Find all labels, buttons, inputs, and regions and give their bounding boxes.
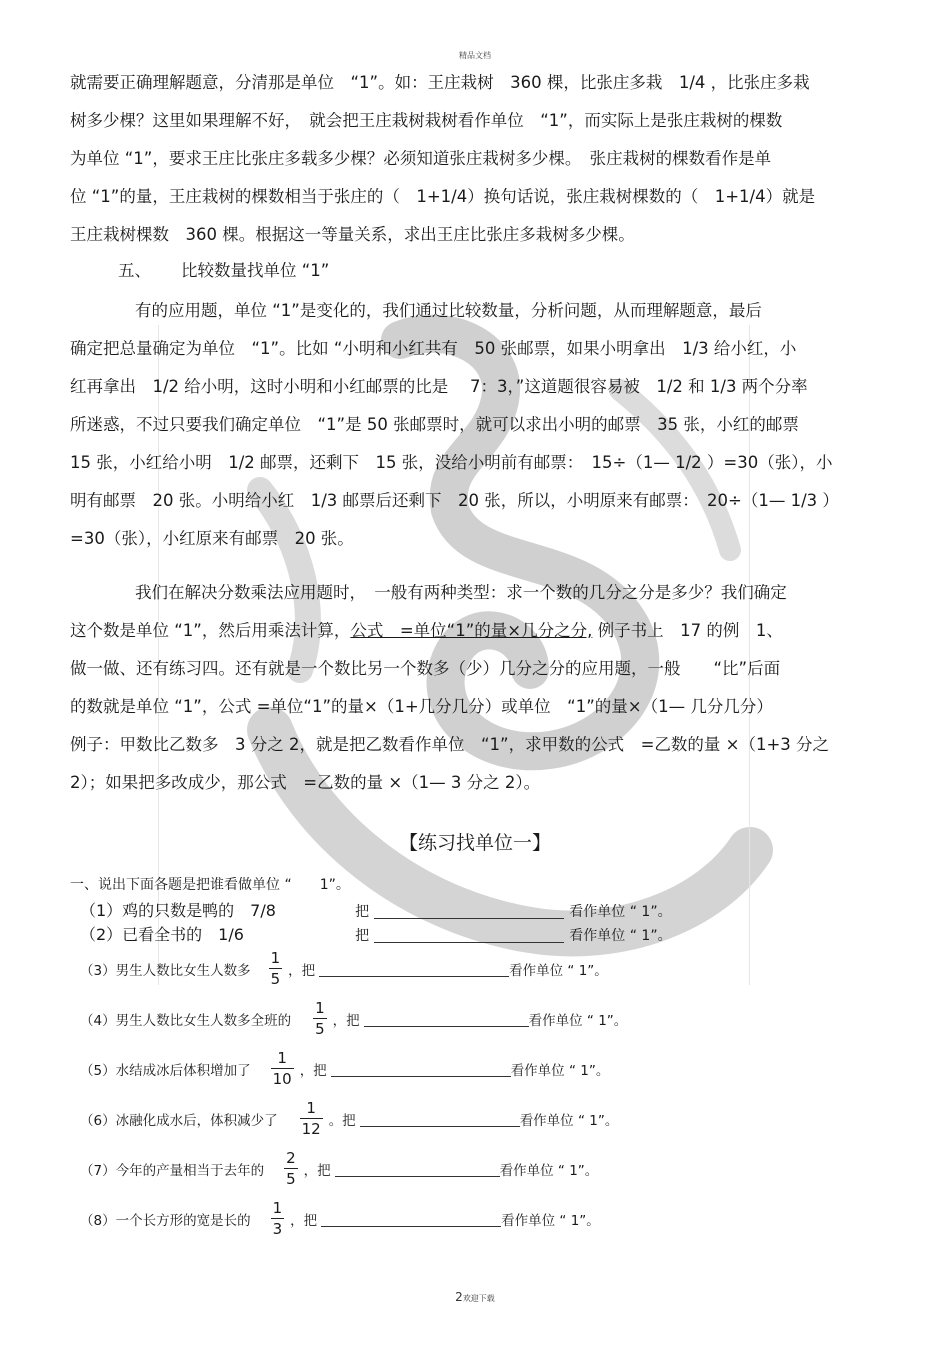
text-line: 15 张，小红给小明 1/2 邮票，还剩下 15 张，没给小明前有邮票： 15÷（1— 1/2 ）=30（张），小 [70, 453, 833, 472]
answer-blank[interactable] [331, 1060, 511, 1077]
section-five-heading [70, 252, 880, 290]
paragraph-fraction-multiplication [70, 574, 880, 802]
ba-label: 把 [355, 928, 370, 944]
answer-blank[interactable] [319, 960, 509, 977]
answer-blank[interactable] [374, 902, 564, 919]
answer-blank[interactable] [364, 1010, 529, 1027]
kanzuo-label: 看作单位 “ 1”。 [509, 962, 608, 979]
text-line: 王庄栽树棵数 360 棵。根据这一等量关系，求出王庄比张庄多栽树多少棵。 [70, 225, 635, 244]
text-line: 明有邮票 20 张。小明给小红 1/3 邮票后还剩下 20 张，所以，小明原来有邮票： 20÷（1— 1/3 ） [70, 491, 839, 510]
question-text: （7）今年的产量相当于去年的 [80, 1162, 265, 1179]
question-text: （5）水结成冰后体积增加了 [80, 1062, 251, 1079]
question-2 [80, 922, 672, 945]
page-number: 2 [455, 1290, 463, 1304]
text-line: =30（张），小红原来有邮票 20 张。 [70, 529, 354, 548]
ba-label: ，把 [290, 1212, 318, 1229]
question-8 [80, 1198, 600, 1239]
answer-blank[interactable] [321, 1210, 501, 1227]
question-1 [80, 898, 672, 921]
footer-note: 欢迎下载 [462, 1294, 495, 1303]
fraction-numerator: 1 [270, 949, 281, 967]
question-text: （1）鸡的只数是鸭的 7/8 [80, 901, 276, 920]
ba-label: ，把 [299, 1062, 327, 1079]
question-text: （2）已看全书的 1/6 [80, 925, 244, 944]
section-number: 五、 [118, 261, 143, 280]
ba-label: ，把 [303, 1162, 331, 1179]
question-text: （3）男生人数比女生人数多 [80, 962, 251, 979]
fraction-denominator: 5 [270, 970, 281, 988]
page-footer [0, 1290, 950, 1304]
ba-label: ，把 [332, 1012, 360, 1029]
fraction-numerator: 1 [306, 1099, 316, 1117]
fraction [271, 1048, 294, 1089]
exercise-title: 【练习找单位一】 [398, 832, 551, 854]
fraction [269, 948, 283, 989]
text-line: 就需要正确理解题意，分清那是单位 “1”。如：王庄栽树 360 棵，比张庄多栽 1/4 ，比张庄多栽 [70, 73, 810, 92]
kanzuo-label: 看作单位 “ 1”。 [501, 1212, 600, 1229]
header-note: 精品文档 [459, 51, 491, 60]
ba-label: 。把 [328, 1112, 356, 1129]
paragraph-compare-quantities [70, 292, 880, 558]
fraction [271, 1198, 285, 1239]
fraction [313, 998, 327, 1039]
fraction [300, 1098, 323, 1139]
question-text: （4）男生人数比女生人数多全班的 [80, 1012, 292, 1029]
text-line: 为单位 “1”，要求王庄比张庄多载多少棵？必须知道张庄栽树多少棵。 张庄栽树的棵数看作是单 [70, 149, 772, 168]
kanzuo-label: 看作单位 “ 1”。 [528, 1012, 628, 1029]
text-segment: 这个数是单位 “1”，然后用乘法计算， [70, 621, 351, 640]
kanzuo-label: 看作单位 “ 1”。 [510, 1062, 610, 1079]
formula-underlined: 公式 =单位“1”的量×几分之分, [350, 621, 593, 640]
answer-blank[interactable] [335, 1160, 500, 1177]
kanzuo-label: 看作单位 “ 1”。 [569, 904, 672, 920]
answer-blank[interactable] [374, 926, 564, 943]
answer-blank[interactable] [360, 1110, 520, 1127]
question-5 [80, 1048, 609, 1089]
fraction [284, 1148, 298, 1189]
question-3 [80, 948, 608, 989]
text-line: 2）；如果把多改成少，那公式 =乙数的量 ×（1— 3 分之 2）。 [70, 773, 541, 792]
question-6 [80, 1098, 618, 1139]
paragraph-unit-one-explanation [70, 64, 880, 254]
fraction-denominator: 10 [272, 1070, 292, 1088]
fraction-numerator: 1 [272, 1199, 283, 1217]
text-line: 我们在解决分数乘法应用题时， 一般有两种类型：求一个数的几分之分是多少？我们确定 [135, 583, 787, 602]
section-title: 比较数量找单位 “1” [181, 261, 330, 280]
question-text: （6）冰融化成水后，体积减少了 [80, 1112, 278, 1129]
ba-label: 把 [355, 904, 370, 920]
text-line: 有的应用题，单位 “1”是变化的，我们通过比较数量，分析问题，从而理解题意，最后 [135, 301, 762, 320]
fraction-numerator: 1 [277, 1049, 287, 1067]
kanzuo-label: 看作单位 “ 1”。 [499, 1162, 599, 1179]
ba-label: ，把 [288, 962, 316, 979]
exercise-intro: 一、说出下面各题是把谁看做单位 “ 1”。 [70, 877, 350, 893]
text-line: 确定把总量确定为单位 “1”。比如 “小明和小红共有 50 张邮票，如果小明拿出 1/3 给小红，小 [70, 339, 797, 358]
fraction-denominator: 5 [286, 1170, 296, 1188]
question-7 [80, 1148, 598, 1189]
fraction-denominator: 3 [272, 1220, 283, 1238]
kanzuo-label: 看作单位 “ 1”。 [519, 1112, 619, 1129]
question-4 [80, 998, 627, 1039]
fraction-denominator: 12 [301, 1120, 321, 1138]
question-text: （8）一个长方形的宽是长的 [80, 1212, 251, 1229]
text-line: 所迷惑，不过只要我们确定单位 “1”是 50 张邮票时，就可以求出小明的邮票 35 张，小红的邮票 [70, 415, 799, 434]
fraction-numerator: 2 [286, 1149, 296, 1167]
fraction-numerator: 1 [315, 999, 325, 1017]
text-line: 树多少棵？这里如果理解不好， 就会把王庄栽树栽树看作单位 “1”，而实际上是张庄栽树的棵数 [70, 111, 783, 130]
text-line: 例子：甲数比乙数多 3 分之 2，就是把乙数看作单位 “1”，求甲数的公式 =乙数的量 ×（1+3 分之 [70, 735, 830, 754]
text-line: 位 “1”的量，王庄栽树的棵数相当于张庄的（ 1+1/4）换句话说，张庄栽树棵数的（ 1+1/4）就是 [70, 187, 816, 206]
text-line: 红再拿出 1/2 给小明，这时小明和小红邮票的比是 7：3，”这道题很容易被 1/2 和 1/3 两个分率 [70, 377, 808, 396]
text-line: 做一做、还有练习四。还有就是一个数比另一个数多（少）几分之分的应用题，一般 “比”后面 [70, 659, 781, 678]
text-line [70, 612, 880, 650]
kanzuo-label: 看作单位 “ 1”。 [569, 928, 672, 944]
text-line: 的数就是单位 “1”，公式 =单位“1”的量×（1+几分几分）或单位 “1”的量×（1— 几分几分） [70, 697, 773, 716]
fraction-denominator: 5 [315, 1020, 325, 1038]
text-segment: 例子书上 17 的例 1、 [592, 621, 783, 640]
